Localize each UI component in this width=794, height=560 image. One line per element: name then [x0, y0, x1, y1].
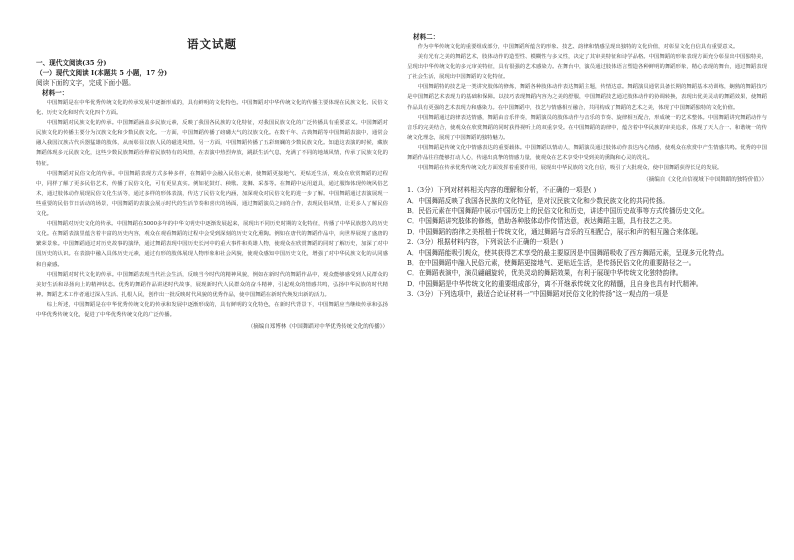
- question-stem: 3.（3分）下列选项中，最适合论证材料一“中国舞蹈对民俗文化的传扬”这一观点的一项是: [407, 290, 669, 299]
- material-two-paragraph: 中国舞蹈在传承优秀传统文化方面发挥着重要作用，展现出中华民族的文化自信，吸引了大批观众，使中国舞蹈获得长足的发展。: [417, 165, 723, 172]
- material-one-paragraph: 中国舞蹈对时代文化的传承。中国舞蹈表现当代社会生活，反映当今时代的精神风貌，例如在新时代的舞蹈作品中，观众能够感受到人民群众的美好生活和昂扬向上的精神状态。优秀的舞蹈作品讲述时代故事，展现新时代人民群众的奋斗精神，引起观众的情感共鸣，弘扬中华民族的时代精神。舞蹈艺术工作者通过深入生活、扎根人民，创作出一批反映时代风貌的优秀作品，使中国舞蹈在新时代焕发出新的活力。: [36, 271, 388, 298]
- material-one-paragraph: 中国舞蹈对民族文化的传承。中国舞蹈涵盖多民族元素，反映了我国各民族的文化特征，对我国民族文化的广泛传播具有重要意义。中国舞蹈对民族文化的传播主要分为汉族文化和少数民族文化。一方面，中国舞蹈传播了磅礴大气的汉族文化。在数千年、古典舞蹈等中国舞蹈表演中，通常会融入我国汉族古代兵器猛雄的肢体，从而彰显汉族人民的磁进风情。另一方面，中国舞蹈传播了五彩斑斓的少数民族文化。知道这表演的时候，藏族舞蹈体现多元民族文化，这些少数民族舞蹈诠释着民族特有的风情，在表演中热烈奔放，跳跃生活气息，充满了不同的地域风情，传承了民族文化的特征。: [36, 120, 388, 167]
- answer-option: A．中国舞蹈能吸引观众，使其获得艺术享受的最主要原因是中国舞蹈吸收了西方舞蹈元素，呈现多元化特点。: [407, 248, 729, 257]
- material-two-paragraph: 中国舞蹈通过韵律表达情感，舞蹈由音乐伴奏，舞蹈演员的肢体动作与音乐的节奏、旋律相互配合，形成统一的艺术整体。中国舞蹈讲究舞蹈动作与音乐的完美结合，使观众在欣赏舞蹈的同时获得视听上的双重享受。在中国舞蹈的韵律中，蕴含着中华民族的审美追求，体现了天人合一、和谐统一的传统文化理念，展现了中国舞蹈的独特魅力。: [407, 114, 767, 141]
- material-two-citation: （摘编自《文化自信视域下中国舞蹈的独特价值》）: [643, 177, 767, 184]
- instruction-text: 阅读下面的文字，完成下面小题。: [36, 79, 135, 87]
- answer-option: B．民俗元素在中国舞蹈中展示中国历史上的民俗文化和历史，讲述中国历史故事等方式传播历史文化。: [407, 207, 709, 216]
- answer-option: D．中国舞蹈的韵律之美根植于传统文化，通过舞蹈与音乐的互相配合，展示和声的相互融合来体现。: [407, 227, 703, 236]
- answer-option: B．在中国舞蹈中融入民俗元素，使舞蹈更接地气、更贴近生活，是传扬民俗文化的重要路径之一。: [407, 259, 696, 268]
- material-one-citation: （摘编自郑博林《中国舞蹈对中华优秀传统文化的传播》）: [247, 324, 388, 331]
- answer-option: D．中国舞蹈是中华传统文化的重要组成部分，离不开继承传统文化的精髓，且自身也具有时代精神。: [407, 279, 703, 288]
- material-two-paragraph: 作为中华传统文化的重要组成部分，中国舞蹈所蕴含的形象、技艺、韵律和情感呈现出独特的文化价值，对彰显文化自信具有重要意义。: [417, 44, 739, 50]
- material-one-label: 材料一：: [42, 89, 69, 97]
- left-column: [36, 30, 388, 332]
- material-one-paragraph: 中国舞蹈对历史文化的传承。中国舞蹈在5000多年的中华文明史中逐渐发展起来，展现出不同历史时期的文化特征，传播了中华民族悠久的历史文化。在舞蹈表演里蕴含着丰富的历史内容，观众在观看舞蹈的过程中会受到深刻的历史文化熏陶。例如在唐代的舞蹈作品中，向世界展现了盛唐的繁荣景象。中国舞蹈通过对历史故事的演绎，通过舞蹈表现中国历史长河中的重大事件和英雄人物，使观众在欣赏舞蹈的同时了解历史，加深了对中国历史的认识。在表演中融入具体历史元素，通过有形的肢体展现人物形象和社会风貌，使观众感知中国历史文化，增强了对中华民族文化的认同感和自豪感。: [36, 221, 388, 268]
- answer-option: C．中国舞蹈讲究肢体的修炼，借助各种肢体动作传情达意，表达舞蹈主题，具有技艺之美。: [407, 217, 676, 226]
- material-one-paragraph: 中国舞蹈是在中华优秀传统文化的传承发展中逐渐形成的，具有鲜明的文化特色。中国舞蹈对中华传统文化的传播主要体现在民族文化、民俗文化、历史文化和时代文化四个方面。: [36, 100, 388, 117]
- material-one-paragraph: 综上所述，中国舞蹈是在中华优秀传统文化的传承和发展中逐渐形成的，具有鲜明的文化特色，在新时代背景下，中国舞蹈应当继续传承和弘扬中华优秀传统文化，促进了中华优秀传统文化的广泛传播。: [36, 301, 388, 318]
- answer-option: A．中国舞蹈反映了我国各民族的文化特征，是对汉民族文化和少数民族文化的共同传扬。: [407, 196, 669, 205]
- right-column: [407, 32, 767, 300]
- material-two-label: 材料二：: [413, 33, 440, 41]
- page-title: 语文试题: [187, 37, 237, 51]
- answer-option: C．在舞蹈表演中，演员翩翩旋转，优美灵动的舞蹈效果，有利于展现中华传统文化独特韵律。: [407, 269, 683, 278]
- question-stem: 2.（3分）根据材料内容，下列说法不正确的一项是( ): [407, 238, 564, 247]
- material-two-paragraph: 美有光有之美的舞蹈艺术，肢体动作的造型性、模糊性与多义性，决定了其审美特征和诗学品格。中国舞蹈的形象表现方面充分彰显出中国独特美，呈现出中华传统文化的多元审美特征，具有很强的艺术感染力。在舞台中，演员通过肢体语言塑造各种鲜明的舞蹈形象，精心表现的舞台，通过舞蹈表现了社会生活，展现出中国舞蹈的文化特征。: [407, 54, 767, 81]
- material-one-paragraph: 中国舞蹈对民俗文化的传承。中国舞蹈表现方式多种多样，在舞蹈中会融入民俗元素，使舞蹈更接地气、更贴近生活，观众在欣赏舞蹈的过程中，同样了解了更多民俗艺术，传播了民俗文化，可有更显真实。例如花鼓灯、秧歌、龙狮、采茶等。在舞蹈中运用道具，通过服饰体现传统风俗艺术，通过肢体动作展现民俗文化生活等，通过多样的形体表演，传达了民俗文化内涵，加深观众对民俗文化的进一步了解。中国舞蹈通过表演展现一些重要的民俗节日活动的场景，中国舞蹈的表演会展示时代的生活节奏和喜庆的场面，通过舞蹈演员之间的合作，表现民俗风情，让更多人了解民俗文化。: [36, 170, 388, 218]
- material-two-paragraph: 中国舞蹈特的技艺是一类讲究肢体的修炼，舞蹈各种肢体动作表达舞蹈主题，传情达意。舞蹈演员通常具备长期的舞蹈基本功训练，娴熟的舞蹈技巧是中国舞蹈艺术表现力的基础和保障。以技巧表现舞蹈内容为之美的舒服，中国舞蹈技艺通过肢体动作的协调转换，表现出优美灵动的舞蹈效果，使舞蹈作品具有更强的艺术表现力和感染力。在中国舞蹈中，技艺与情感相互融合，共同构成了舞蹈的艺术之美，体现了中国舞蹈独特的文化价值。: [407, 84, 767, 111]
- material-two-paragraph: 中国舞蹈是传统文化中情感表达的重要载体。中国舞蹈以情动人，舞蹈演员通过肢体动作表达内心情感，使观众在欣赏中产生情感共鸣。优秀的中国舞蹈作品往往能够打动人心，传递出真挚的情感力量，使观众在艺术享受中受到美的熏陶和心灵的洗礼。: [407, 144, 767, 162]
- section-heading: 一、现代文阅读(35 分): [36, 59, 107, 67]
- subsection-heading: （一）现代文阅读 I(本题共 5 小题，17 分): [36, 69, 168, 77]
- question-stem: 1.（3分）下列对材料相关内容的理解和分析，不正确的一项是( ): [407, 186, 597, 195]
